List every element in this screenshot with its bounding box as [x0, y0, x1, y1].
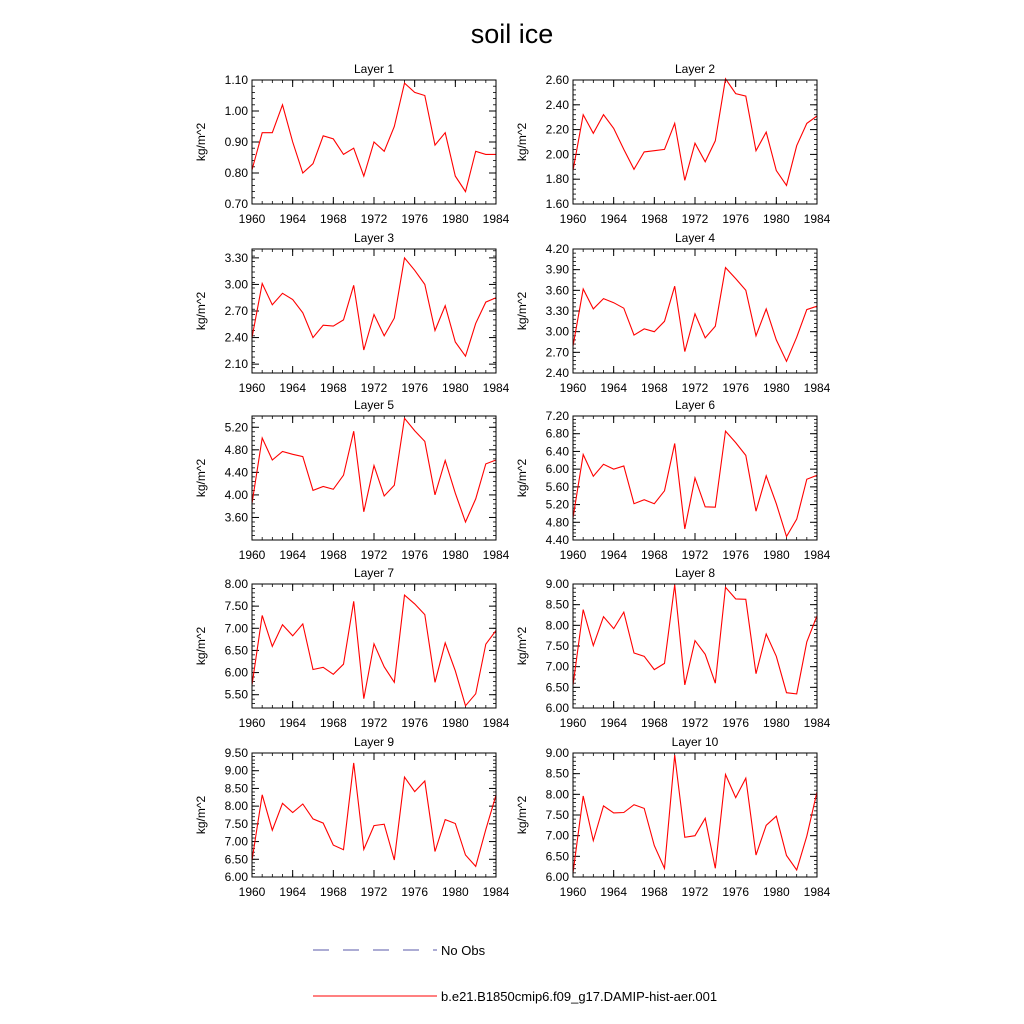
- x-tick-label: 1980: [762, 212, 790, 226]
- panel-title: Layer 5: [353, 398, 395, 412]
- chart-panel-layer-10: [515, 735, 831, 899]
- y-tick-label: 7.50: [545, 639, 569, 653]
- chart-panel-layer-2: [515, 62, 831, 226]
- x-tick-label: 1976: [722, 212, 750, 226]
- panel-title: Layer 4: [674, 231, 716, 245]
- series-line: [573, 268, 817, 362]
- y-tick-label: 1.60: [545, 197, 569, 211]
- y-tick-label: 2.20: [545, 122, 569, 137]
- x-tick-label: 1968: [640, 548, 668, 562]
- x-tick-label: 1960: [238, 716, 266, 730]
- x-tick-label: 1984: [803, 885, 831, 899]
- x-tick-label: 1960: [559, 548, 587, 562]
- y-axis-label: kg/m^2: [515, 626, 529, 666]
- chart-panel-layer-4: [515, 231, 831, 395]
- plot-frame: [573, 584, 817, 708]
- x-tick-label: 1984: [482, 548, 510, 562]
- series-line: [573, 755, 817, 873]
- y-tick-label: 4.00: [224, 487, 248, 502]
- series-line: [252, 595, 496, 706]
- y-tick-label: 8.00: [224, 799, 248, 814]
- x-tick-label: 1960: [238, 212, 266, 226]
- y-tick-label: 7.50: [224, 816, 248, 831]
- x-tick-label: 1972: [681, 548, 709, 562]
- y-tick-label: 8.50: [545, 766, 569, 781]
- legend: [313, 943, 717, 1004]
- y-tick-label: 7.50: [545, 808, 569, 822]
- y-tick-label: 1.10: [224, 73, 248, 87]
- legend-model-label: b.e21.B1850cmip6.f09_g17.DAMIP-hist-aer.001: [441, 989, 718, 1004]
- y-tick-label: 4.40: [545, 533, 569, 547]
- y-axis-label: kg/m^2: [194, 626, 208, 666]
- x-tick-label: 1968: [319, 548, 347, 562]
- chart-panel-layer-1: [194, 62, 510, 226]
- x-tick-label: 1980: [762, 716, 790, 730]
- y-tick-label: 2.40: [545, 97, 569, 112]
- series-line: [252, 258, 496, 356]
- y-tick-label: 2.10: [224, 357, 248, 372]
- x-tick-label: 1984: [803, 548, 831, 562]
- y-axis-label: kg/m^2: [194, 291, 208, 331]
- y-tick-label: 6.50: [545, 680, 569, 695]
- y-tick-label: 8.50: [224, 781, 248, 796]
- y-tick-label: 7.00: [224, 621, 248, 636]
- panel-title: Layer 2: [674, 62, 716, 76]
- x-tick-label: 1976: [722, 548, 750, 562]
- series-line: [252, 418, 496, 522]
- y-tick-label: 9.50: [224, 746, 248, 760]
- y-tick-label: 2.60: [545, 73, 569, 87]
- y-tick-label: 7.00: [545, 659, 569, 674]
- y-tick-label: 7.50: [224, 599, 248, 614]
- figure-title: soil ice: [470, 19, 554, 49]
- y-tick-label: 5.20: [545, 497, 569, 512]
- legend-no-obs-label: No Obs: [441, 943, 486, 958]
- y-tick-label: 4.20: [545, 242, 569, 256]
- x-tick-label: 1968: [319, 212, 347, 226]
- x-tick-label: 1960: [559, 716, 587, 730]
- plot-frame: [573, 753, 817, 877]
- y-tick-label: 7.00: [545, 828, 569, 843]
- y-axis-label: kg/m^2: [194, 122, 208, 162]
- y-tick-label: 4.80: [545, 515, 569, 530]
- x-tick-label: 1960: [559, 212, 587, 226]
- y-tick-label: 7.20: [545, 409, 569, 423]
- chart-panel-layer-7: [194, 566, 510, 730]
- y-tick-label: 8.00: [545, 787, 569, 802]
- x-tick-label: 1976: [401, 381, 429, 395]
- x-tick-label: 1968: [640, 381, 668, 395]
- x-tick-label: 1964: [279, 885, 307, 899]
- y-tick-label: 4.80: [224, 442, 248, 457]
- x-tick-label: 1964: [600, 885, 628, 899]
- y-tick-label: 3.90: [545, 262, 569, 277]
- chart-panel-layer-9: [194, 735, 510, 899]
- y-tick-label: 8.50: [545, 597, 569, 612]
- x-tick-label: 1968: [640, 212, 668, 226]
- x-tick-label: 1980: [441, 381, 469, 395]
- y-tick-label: 6.80: [545, 426, 569, 441]
- x-tick-label: 1976: [722, 381, 750, 395]
- x-tick-label: 1984: [482, 716, 510, 730]
- panel-title: Layer 6: [674, 398, 716, 412]
- y-tick-label: 2.70: [224, 304, 248, 318]
- panel-title: Layer 3: [353, 231, 395, 245]
- x-tick-label: 1972: [681, 716, 709, 730]
- y-tick-label: 1.00: [224, 104, 248, 118]
- x-tick-label: 1972: [681, 381, 709, 395]
- y-tick-label: 8.00: [545, 618, 569, 633]
- x-tick-label: 1972: [360, 716, 388, 730]
- y-tick-label: 2.40: [224, 330, 248, 345]
- y-tick-label: 6.50: [224, 852, 248, 867]
- plot-frame: [573, 80, 817, 204]
- y-axis-label: kg/m^2: [515, 458, 529, 498]
- y-tick-label: 9.00: [545, 746, 569, 760]
- chart-panels: [194, 62, 831, 899]
- series-line: [573, 585, 817, 694]
- x-tick-label: 1976: [722, 716, 750, 730]
- x-tick-label: 1960: [559, 885, 587, 899]
- y-tick-label: 6.40: [545, 444, 569, 459]
- x-tick-label: 1976: [401, 716, 429, 730]
- y-tick-label: 3.30: [545, 304, 569, 318]
- x-tick-label: 1964: [600, 212, 628, 226]
- chart-panel-layer-8: [515, 566, 831, 730]
- y-tick-label: 6.00: [224, 870, 248, 884]
- x-tick-label: 1984: [803, 381, 831, 395]
- y-tick-label: 2.70: [545, 345, 569, 360]
- x-tick-label: 1972: [681, 885, 709, 899]
- x-tick-label: 1980: [762, 381, 790, 395]
- panel-title: Layer 7: [353, 566, 395, 580]
- plot-frame: [252, 249, 496, 373]
- x-tick-label: 1980: [441, 885, 469, 899]
- y-tick-label: 6.00: [224, 665, 248, 680]
- x-tick-label: 1976: [401, 885, 429, 899]
- x-tick-label: 1984: [482, 212, 510, 226]
- plot-frame: [573, 249, 817, 373]
- y-axis-label: kg/m^2: [515, 291, 529, 331]
- x-tick-label: 1964: [279, 716, 307, 730]
- x-tick-label: 1960: [238, 381, 266, 395]
- x-tick-label: 1964: [279, 381, 307, 395]
- y-tick-label: 9.00: [545, 577, 569, 591]
- x-tick-label: 1968: [640, 716, 668, 730]
- x-tick-label: 1980: [441, 716, 469, 730]
- series-line: [252, 83, 496, 192]
- y-tick-label: 3.60: [224, 510, 248, 525]
- y-tick-label: 5.50: [224, 687, 248, 702]
- x-tick-label: 1984: [482, 381, 510, 395]
- x-tick-label: 1980: [441, 212, 469, 226]
- x-tick-label: 1984: [803, 212, 831, 226]
- series-line: [573, 79, 817, 186]
- y-tick-label: 3.00: [545, 324, 569, 339]
- y-tick-label: 6.50: [224, 643, 248, 658]
- x-tick-label: 1972: [360, 381, 388, 395]
- y-axis-label: kg/m^2: [515, 122, 529, 162]
- panel-title: Layer 9: [353, 735, 395, 749]
- x-tick-label: 1972: [360, 212, 388, 226]
- x-tick-label: 1968: [319, 381, 347, 395]
- x-tick-label: 1972: [360, 548, 388, 562]
- chart-panel-layer-5: [194, 398, 510, 562]
- x-tick-label: 1964: [600, 548, 628, 562]
- x-tick-label: 1972: [681, 212, 709, 226]
- y-axis-label: kg/m^2: [515, 795, 529, 835]
- x-tick-label: 1960: [238, 548, 266, 562]
- x-tick-label: 1976: [722, 885, 750, 899]
- panel-title: Layer 10: [671, 735, 719, 749]
- series-line: [573, 431, 817, 536]
- x-tick-label: 1960: [238, 885, 266, 899]
- y-tick-label: 3.00: [224, 277, 248, 292]
- chart-panel-layer-3: [194, 231, 510, 395]
- chart-panel-layer-6: [515, 398, 831, 562]
- y-tick-label: 1.80: [545, 172, 569, 187]
- panel-title: Layer 1: [353, 62, 395, 76]
- x-tick-label: 1964: [600, 381, 628, 395]
- y-tick-label: 0.80: [224, 166, 248, 180]
- y-axis-label: kg/m^2: [194, 458, 208, 498]
- plot-frame: [252, 753, 496, 877]
- y-tick-label: 6.00: [545, 870, 569, 884]
- plot-frame: [252, 416, 496, 540]
- y-tick-label: 0.70: [224, 197, 248, 211]
- x-tick-label: 1968: [640, 885, 668, 899]
- series-line: [252, 763, 496, 867]
- y-tick-label: 6.00: [545, 701, 569, 715]
- y-axis-label: kg/m^2: [194, 795, 208, 835]
- y-tick-label: 4.40: [224, 465, 248, 480]
- x-tick-label: 1976: [401, 548, 429, 562]
- y-tick-label: 5.20: [224, 420, 248, 435]
- x-tick-label: 1964: [600, 716, 628, 730]
- y-tick-label: 6.50: [545, 849, 569, 864]
- x-tick-label: 1960: [559, 381, 587, 395]
- x-tick-label: 1964: [279, 548, 307, 562]
- x-tick-label: 1968: [319, 716, 347, 730]
- y-tick-label: 3.60: [545, 283, 569, 298]
- panel-title: Layer 8: [674, 566, 716, 580]
- x-tick-label: 1980: [762, 548, 790, 562]
- y-tick-label: 2.40: [545, 366, 569, 380]
- x-tick-label: 1984: [482, 885, 510, 899]
- y-tick-label: 9.00: [224, 763, 248, 778]
- x-tick-label: 1984: [803, 716, 831, 730]
- x-tick-label: 1980: [441, 548, 469, 562]
- y-tick-label: 5.60: [545, 479, 569, 494]
- x-tick-label: 1964: [279, 212, 307, 226]
- x-tick-label: 1980: [762, 885, 790, 899]
- y-tick-label: 3.30: [224, 250, 248, 265]
- y-tick-label: 0.90: [224, 135, 248, 149]
- y-tick-label: 7.00: [224, 834, 248, 849]
- y-tick-label: 2.00: [545, 147, 569, 162]
- y-tick-label: 8.00: [224, 577, 248, 591]
- y-tick-label: 6.00: [545, 462, 569, 477]
- x-tick-label: 1968: [319, 885, 347, 899]
- x-tick-label: 1972: [360, 885, 388, 899]
- x-tick-label: 1976: [401, 212, 429, 226]
